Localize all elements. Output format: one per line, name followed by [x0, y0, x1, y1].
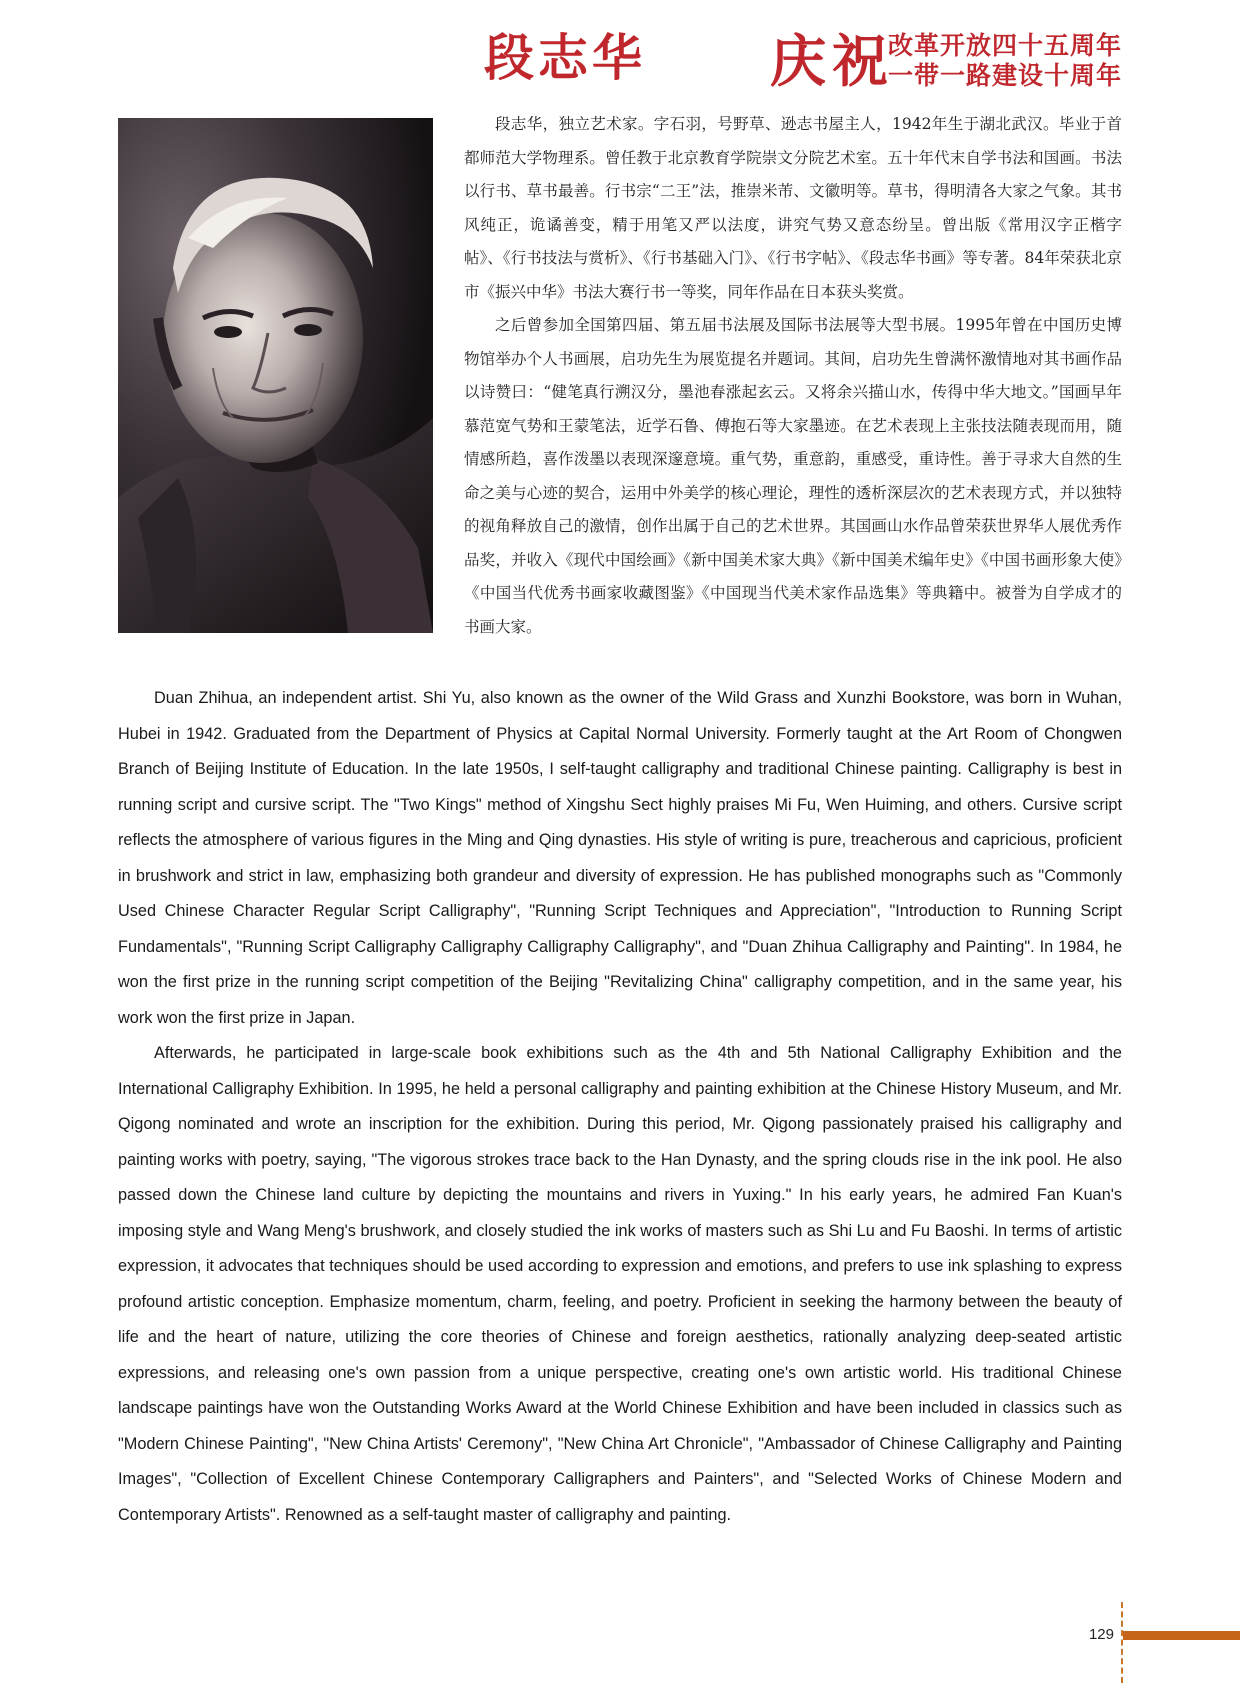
artist-portrait-photo	[118, 118, 433, 633]
english-paragraph: Afterwards, he participated in large-scale book exhibitions such as the 4th and 5th National Calligraphy Exhibition and the International Calligraphy Exhibition. In 1995, he held a personal calligraphy and painting exhibition at the Chinese History Museum, and Mr. Qigong nominated and wrote an inscription for the exhibition. During this period, Mr. Qigong passionately praised his calligraphy and painting works with poetry, saying, "The vigorous strokes trace back to the Han Dynasty, and the spring clouds rise in the ink pool. He also passed down the Chinese land culture by depicting the mountains and rivers in Yuxing." In his early years, he admired Fan Kuan's imposing style and Wang Meng's brushwork, and closely studied the ink works of masters such as Shi Lu and Fu Baoshi. In terms of artistic expression, it advocates that techniques should be used according to expression and emotions, and prefers to use ink splashing to express profound artistic conception. Emphasize momentum, charm, feeling, and poetry. Proficient in seeking the harmony between the beauty of life and the heart of nature, utilizing the core theories of Chinese and foreign aesthetics, rationally analyzing deep-seated artistic expressions, and releasing one's own passion from a unique perspective, creating one's own artistic world. His traditional Chinese landscape paintings have won the Outstanding Works Award at the World Chinese Exhibition and have been included in classics such as "Modern Chinese Painting", "New China Artists' Ceremony", "New China Art Chronicle", "Ambassador of Chinese Calligraphy and Painting Images", "Collection of Excellent Chinese Contemporary Calligraphers and Painters", and "Selected Works of Chinese Modern and Contemporary Artists". Renowned as a self-taught master of calligraphy and painting.	[118, 1044, 1122, 1524]
footer-dashed-divider	[1121, 1602, 1123, 1683]
portrait-illustration	[118, 118, 433, 633]
english-biography	[118, 681, 1122, 1533]
celebrate-line-2: 一带一路建设十周年	[888, 63, 1123, 90]
celebrate-title: 庆祝	[770, 32, 894, 94]
chinese-paragraph: 段志华，独立艺术家。字石羽，号野草、逊志书屋主人，1942年生于湖北武汉。毕业于首都师范大学物理系。曾任教于北京教育学院崇文分院艺术室。五十年代末自学书法和国画。书法以行书、草书最善。行书宗“二王”法，推崇米芾、文徽明等。草书，得明清各大家之气象。其书风纯正，诡谲善变，精于用笔又严以法度，讲究气势又意态纷呈。曾出版《常用汉字正楷字帖》、《行书技法与赏析》、《行书基础入门》、《行书字帖》、《段志华书画》等专著。84年荣获北京市《振兴中华》书法大赛行书一等奖，同年作品在日本获头奖赏。	[464, 115, 1122, 301]
artist-name-title: 段志华	[484, 30, 646, 86]
chinese-paragraph: 之后曾参加全国第四届、第五届书法展及国际书法展等大型书展。1995年曾在中国历史博物馆举办个人书画展，启功先生为展览提名并题词。其间，启功先生曾满怀激情地对其书画作品以诗赞曰：“健笔真行溯汉分，墨池春涨起玄云。又将余兴描山水，传得中华大地文。”国画早年慕范宽气势和王蒙笔法，近学石鲁、傅抱石等大家墨迹。在艺术表现上主张技法随表现而用，随情感所趋，喜作泼墨以表现深邃意境。重气势，重意韵，重感受，重诗性。善于寻求大自然的生命之美与心迹的契合，运用中外美学的核心理论，理性的透析深层次的艺术表现方式，并以独特的视角释放自己的激情，创作出属于自己的艺术世界。其国画山水作品曾荣获世界华人展优秀作品奖，并收入《现代中国绘画》《新中国美术家大典》《新中国美术编年史》《中国书画形象大使》《中国当代优秀书画家收藏图鉴》《中国现当代美术家作品选集》等典籍中。被誉为自学成才的书画大家。	[464, 316, 1122, 636]
chinese-biography	[464, 108, 1122, 644]
footer-accent-bar	[1123, 1631, 1240, 1640]
celebrate-subtitle	[888, 32, 1122, 92]
english-paragraph: Duan Zhihua, an independent artist. Shi Yu, also known as the owner of the Wild Grass and Xunzhi Bookstore, was born in Wuhan, Hubei in 1942. Graduated from the Department of Physics at Capital Normal University. Formerly taught at the Art Room of Chongwen Branch of Beijing Institute of Education. In the late 1950s, I self-taught calligraphy and traditional Chinese painting. Calligraphy is best in running script and cursive script. The "Two Kings" method of Xingshu Sect highly praises Mi Fu, Wen Huiming, and others. Cursive script reflects the atmosphere of various figures in the Ming and Qing dynasties. His style of writing is pure, treacherous and capricious, proficient in brushwork and strict in law, emphasizing both grandeur and diversity of expression. He has published monographs such as "Commonly Used Chinese Character Regular Script Calligraphy", "Running Script Techniques and Appreciation", "Introduction to Running Script Fundamentals", "Running Script Calligraphy Calligraphy Calligraphy Calligraphy", and "Duan Zhihua Calligraphy and Painting". In 1984, he won the first prize in the running script competition of the Beijing "Revitalizing China" calligraphy competition, and in the same year, his work won the first prize in Japan.	[118, 689, 1122, 1027]
page-number: 129	[1088, 1626, 1114, 1643]
celebrate-line-1: 改革开放四十五周年	[888, 33, 1123, 60]
